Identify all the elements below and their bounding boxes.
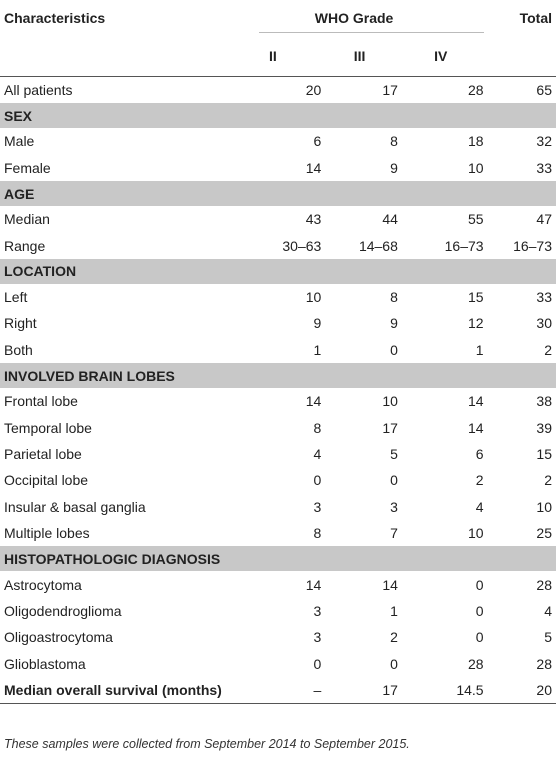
header-characteristics: Characteristics [4, 10, 106, 26]
row-value: 55 [468, 211, 484, 228]
table-row [0, 284, 556, 310]
row-value: 14.5 [456, 682, 484, 699]
row-label: Temporal lobe [4, 419, 92, 436]
table-row [0, 651, 556, 677]
table-body [0, 76, 556, 703]
section-label: INVOLVED BRAIN LOBES [0, 363, 556, 388]
row-label: Frontal lobe [4, 393, 78, 410]
row-value: 0 [390, 655, 398, 672]
row-value: 6 [313, 133, 322, 150]
row-value: 3 [313, 498, 322, 515]
row-value: 2 [475, 472, 484, 489]
section-label: AGE [0, 181, 556, 206]
table-row [0, 206, 556, 232]
row-value: 4 [313, 445, 322, 462]
section-row [0, 363, 556, 388]
table-row [0, 441, 556, 467]
row-value: 16–73 [513, 237, 552, 254]
row-value: 6 [475, 445, 484, 462]
section-label: SEX [0, 103, 556, 128]
row-label: Multiple lobes [4, 525, 90, 542]
row-label: Occipital lobe [4, 472, 89, 489]
row-value: 1 [475, 341, 484, 358]
row-value: 14–68 [358, 237, 398, 254]
table-row [0, 76, 556, 103]
row-value: 28 [468, 82, 484, 99]
row-value: 14 [305, 393, 322, 410]
row-value: 39 [536, 419, 552, 436]
row-value: 20 [536, 682, 552, 699]
table-row [0, 494, 556, 520]
row-value: 5 [390, 445, 398, 462]
section-row [0, 546, 556, 571]
row-value: 10 [305, 289, 322, 306]
table-row [0, 388, 556, 414]
row-value: 2 [544, 341, 552, 358]
row-value: 10 [536, 498, 552, 515]
row-value: 0 [475, 576, 484, 593]
row-value: 9 [313, 315, 322, 332]
row-value: 25 [536, 525, 552, 542]
row-value: 5 [544, 629, 552, 646]
row-value: 0 [390, 341, 398, 358]
row-value: 14 [305, 576, 322, 593]
table-row [0, 520, 556, 546]
header-empty [0, 36, 225, 76]
row-value: 32 [536, 133, 552, 150]
row-value: 10 [468, 525, 484, 542]
row-value: 20 [305, 82, 322, 99]
row-value: 17 [382, 82, 398, 99]
row-value: 10 [468, 159, 484, 176]
row-value: 8 [313, 525, 322, 542]
row-label: Male [4, 133, 35, 150]
row-label: Oligodendroglioma [4, 602, 122, 619]
row-value: 10 [382, 393, 398, 410]
section-row [0, 181, 556, 206]
row-value: 2 [544, 472, 552, 489]
row-value: 33 [536, 289, 552, 306]
table-row [0, 232, 556, 258]
row-label: Left [4, 289, 28, 306]
row-value: 3 [313, 629, 322, 646]
row-value: 14 [468, 393, 484, 410]
row-label: Median [4, 211, 50, 228]
row-value: 18 [468, 133, 484, 150]
row-value: 14 [382, 576, 398, 593]
row-value: 1 [313, 341, 322, 358]
row-value: 14 [468, 419, 484, 436]
row-value: 8 [390, 133, 398, 150]
row-value: 2 [390, 629, 398, 646]
row-value: 38 [536, 393, 552, 410]
row-value: 7 [390, 525, 398, 542]
table-row [0, 677, 556, 704]
row-value: 9 [390, 315, 398, 332]
table-row [0, 128, 556, 154]
table-row [0, 310, 556, 336]
table-row [0, 414, 556, 440]
row-value: 47 [536, 211, 552, 228]
row-value: 8 [390, 289, 398, 306]
row-value: 28 [536, 655, 552, 672]
row-value: 1 [390, 602, 398, 619]
row-value: 43 [305, 211, 322, 228]
header-who-grade-label: WHO Grade [314, 10, 394, 26]
row-value: – [313, 682, 322, 699]
row-value: 17 [382, 419, 398, 436]
row-value: 30 [536, 315, 552, 332]
table-row [0, 467, 556, 493]
row-value: 9 [390, 159, 398, 176]
table-row [0, 571, 556, 597]
section-row [0, 259, 556, 284]
row-value: 3 [313, 602, 322, 619]
section-label: LOCATION [0, 259, 556, 284]
row-value: 17 [382, 682, 398, 699]
who-grade-underline [259, 32, 484, 33]
table-row [0, 624, 556, 650]
section-row [0, 103, 556, 128]
header-row-1 [0, 0, 556, 36]
row-label: Glioblastoma [4, 655, 86, 672]
row-label: Insular & basal ganglia [4, 498, 146, 515]
row-label: Astrocytoma [4, 576, 82, 593]
table-row [0, 598, 556, 624]
row-value: 28 [468, 655, 484, 672]
row-value: 15 [468, 289, 484, 306]
row-label: Female [4, 159, 51, 176]
row-value: 15 [536, 445, 552, 462]
row-label: Range [4, 237, 46, 254]
row-value: 4 [544, 602, 552, 619]
row-value: 0 [390, 472, 398, 489]
row-value: 12 [468, 315, 484, 332]
header-grade-iii: III [353, 48, 366, 65]
header-grade-ii: II [269, 48, 277, 65]
row-value: 0 [475, 629, 484, 646]
table-row [0, 337, 556, 363]
row-value: 0 [313, 655, 322, 672]
row-value: 30–63 [282, 237, 322, 254]
row-value: 0 [475, 602, 484, 619]
row-label: Parietal lobe [4, 445, 82, 462]
row-value: 14 [305, 159, 322, 176]
table-row [0, 155, 556, 181]
section-label: HISTOPATHOLOGIC DIAGNOSIS [0, 546, 556, 571]
row-value: 16–73 [444, 237, 484, 254]
row-value: 28 [536, 576, 552, 593]
header-total: Total [519, 10, 552, 26]
header-who-grade [225, 0, 484, 36]
row-label: Median overall survival (months) [4, 682, 222, 699]
table-footnote: These samples were collected from September 2014 to September 2015. [4, 737, 410, 751]
header-grade-iv: IV [434, 48, 448, 65]
header-row-2 [0, 36, 556, 76]
row-value: 3 [390, 498, 398, 515]
row-label: All patients [4, 82, 73, 99]
row-label: Right [4, 315, 37, 332]
row-value: 8 [313, 419, 322, 436]
header-empty-total [484, 36, 556, 76]
row-value: 65 [536, 82, 552, 99]
row-label: Oligoastrocytoma [4, 629, 113, 646]
row-label: Both [4, 341, 33, 358]
row-value: 4 [475, 498, 484, 515]
row-value: 0 [313, 472, 322, 489]
row-value: 44 [382, 211, 398, 228]
row-value: 33 [536, 159, 552, 176]
